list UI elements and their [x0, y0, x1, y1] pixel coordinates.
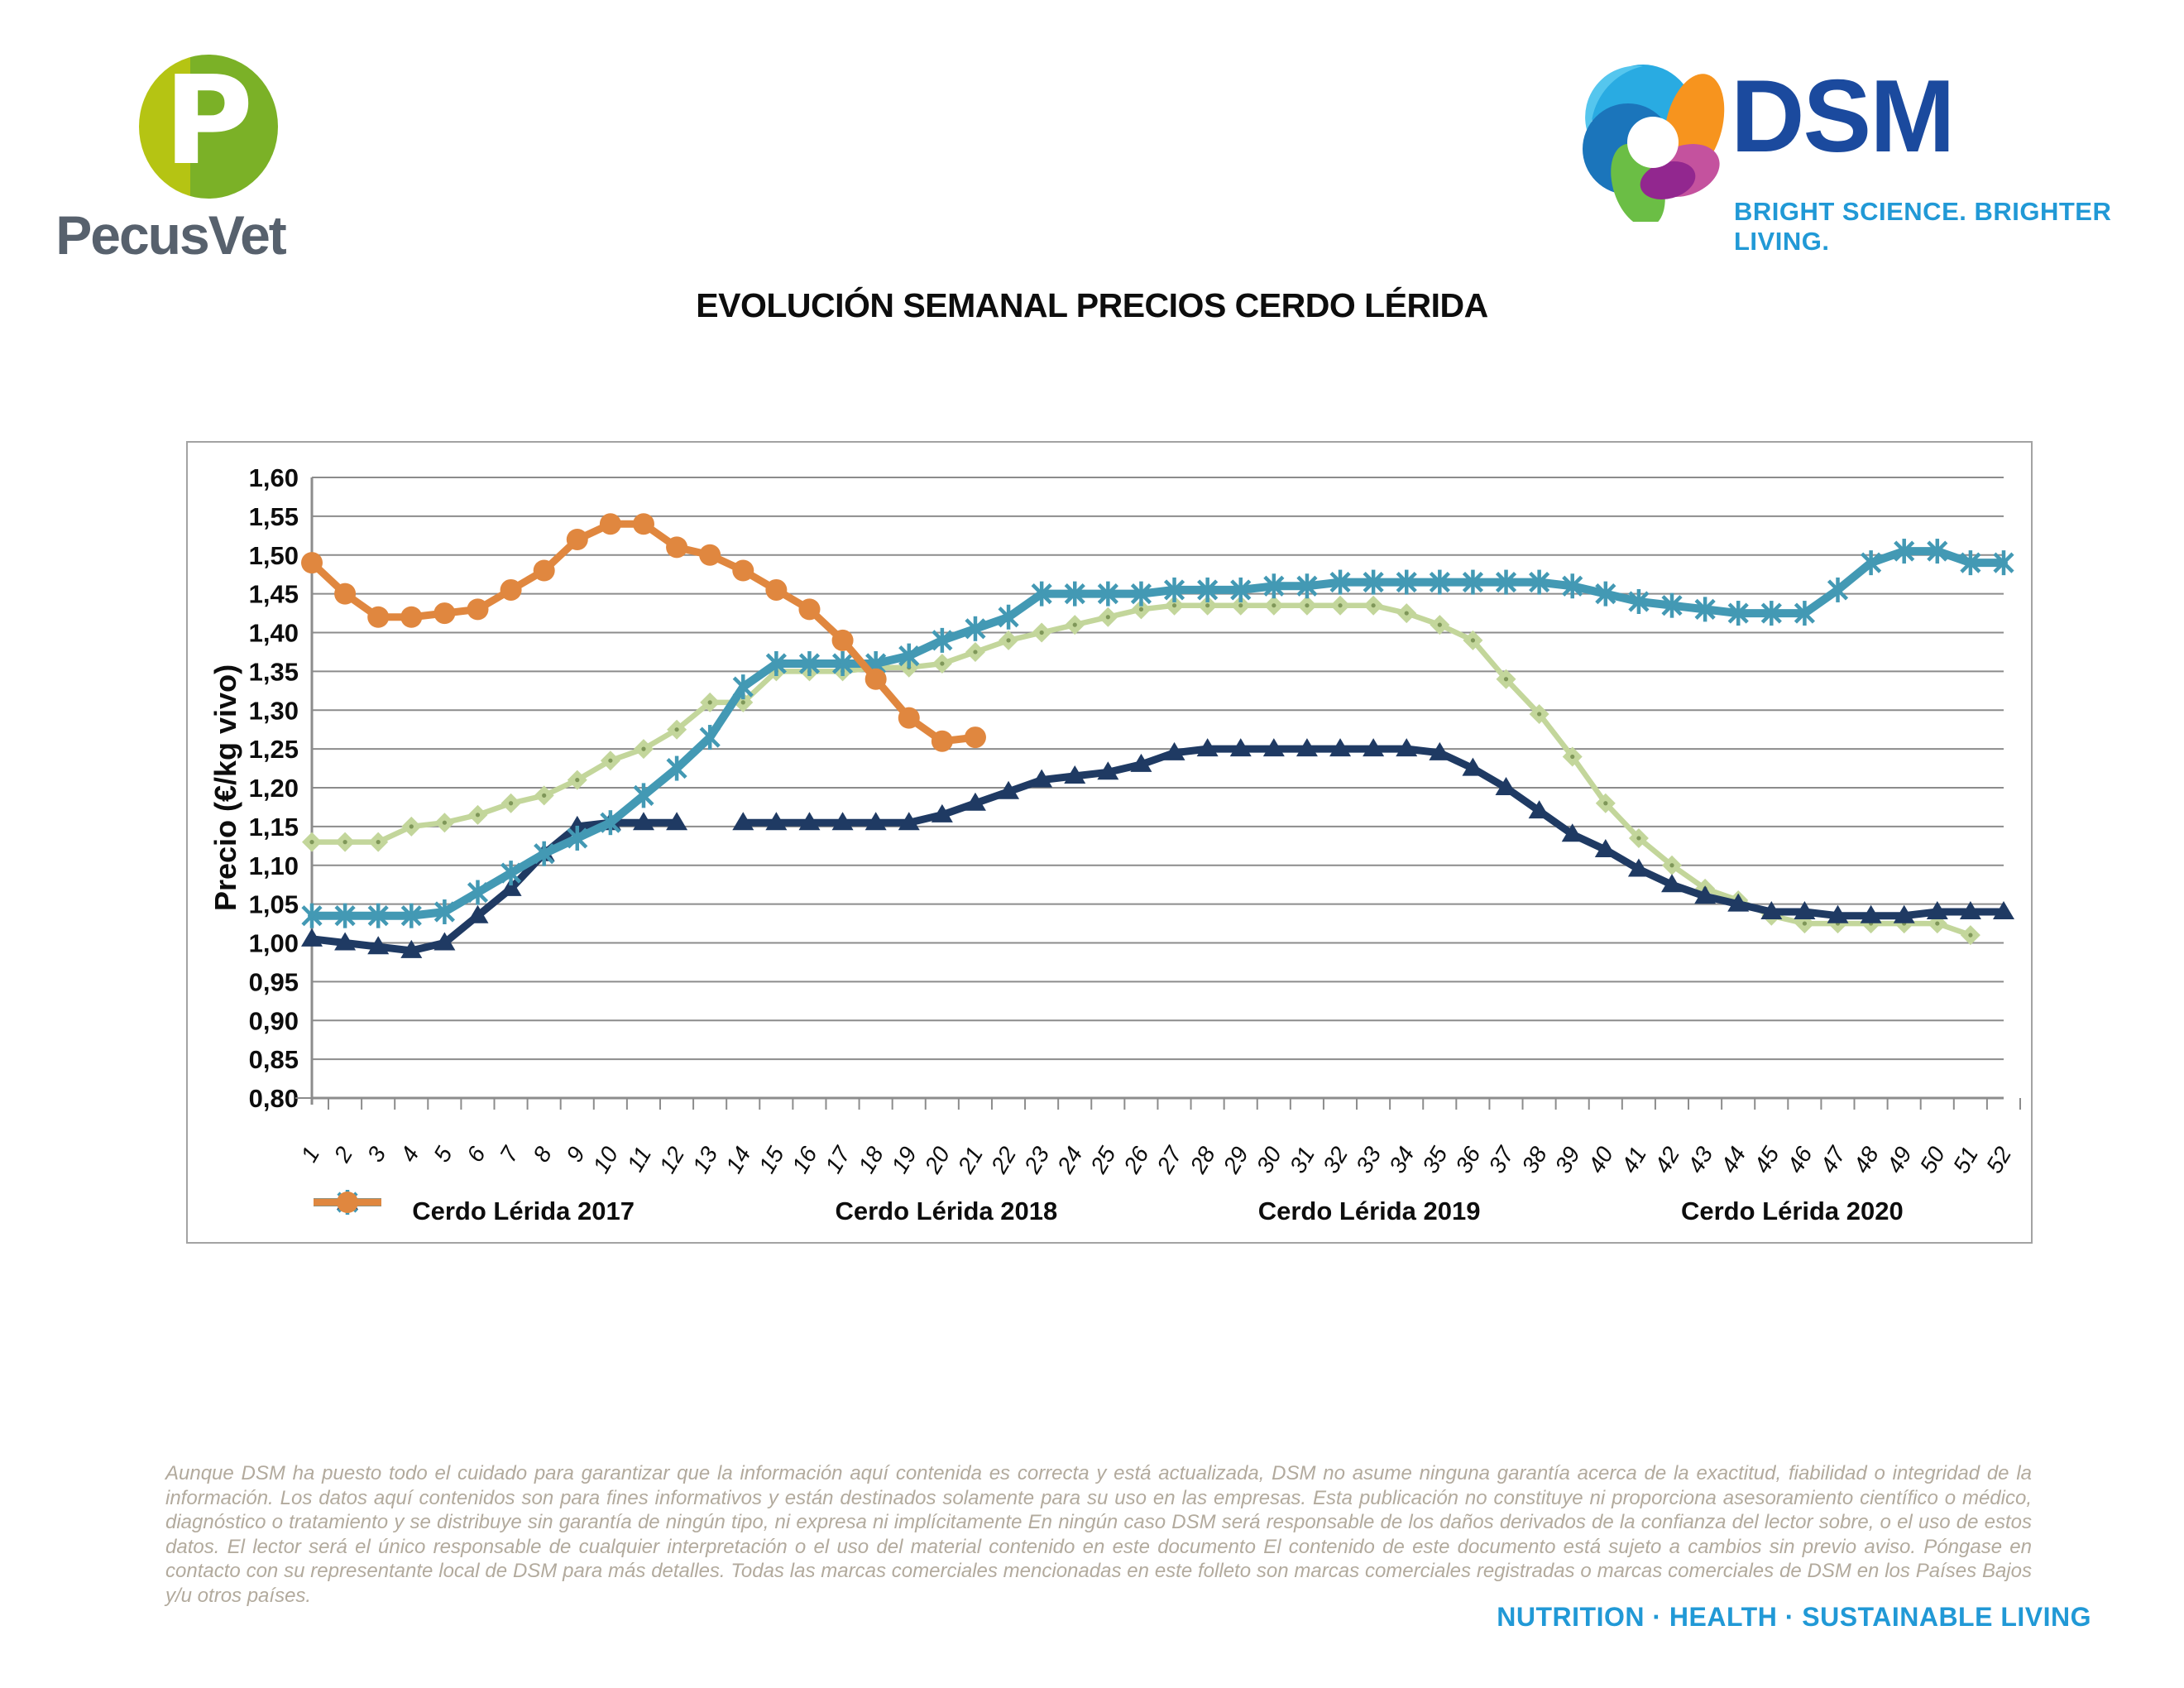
series-marker-2017 [674, 727, 678, 731]
y-tick-label: 1,15 [248, 812, 299, 842]
x-tick-label: 30 [1251, 1142, 1287, 1177]
x-tick-label: 17 [820, 1142, 855, 1177]
x-tick-label: 41 [1616, 1142, 1652, 1177]
series-marker-2020 [699, 544, 721, 566]
x-tick-label: 31 [1284, 1142, 1320, 1177]
series-marker-2017 [1006, 638, 1010, 642]
series-marker-2017 [1669, 863, 1674, 867]
series-marker-2017 [1205, 603, 1209, 607]
x-tick-label: 12 [654, 1142, 690, 1177]
y-axis-title: Precio (€/kg vivo) [208, 664, 242, 912]
x-tick-label: 43 [1682, 1142, 1718, 1177]
series-marker-2020 [932, 731, 953, 752]
y-tick-label: 1,00 [248, 928, 299, 958]
series-marker-2017 [1537, 712, 1541, 716]
series-marker-2020 [534, 560, 555, 582]
series-marker-2020 [567, 529, 588, 550]
series-marker-2017 [1139, 607, 1143, 611]
x-tick-label: 2 [328, 1142, 358, 1167]
series-marker-2017 [476, 813, 480, 817]
pecusvet-logo-text: PecusVet [55, 204, 285, 266]
x-tick-label: 4 [395, 1142, 424, 1167]
x-tick-label: 13 [687, 1142, 723, 1177]
x-tick-label: 34 [1384, 1142, 1420, 1177]
x-tick-label: 32 [1317, 1142, 1353, 1177]
dsm-footer-tagline: NUTRITION · HEALTH · SUSTAINABLE LIVING [1497, 1602, 2091, 1632]
series-marker-2017 [309, 840, 314, 844]
series-marker-2020 [965, 727, 986, 748]
series-marker-2017 [1238, 603, 1243, 607]
series-marker-2020 [765, 579, 787, 601]
series-marker-2017 [1438, 623, 1442, 627]
legend-item-2019 [1258, 1196, 1481, 1226]
x-tick-label: 7 [495, 1142, 524, 1167]
y-tick-label: 1,35 [248, 657, 299, 687]
series-marker-2020 [633, 513, 654, 535]
series-marker-2017 [973, 650, 977, 654]
y-tick-label: 1,10 [248, 851, 299, 880]
series-marker-2017 [1570, 755, 1574, 759]
x-tick-label: 47 [1815, 1142, 1851, 1177]
series-marker-2017 [1372, 603, 1376, 607]
legend-item-2020 [1681, 1196, 1904, 1226]
x-tick-label: 11 [621, 1142, 657, 1177]
series-marker-2017 [1471, 638, 1475, 642]
legend-item-2017 [412, 1196, 635, 1226]
series-marker-2020 [334, 583, 356, 605]
series-marker-2017 [608, 759, 612, 763]
x-tick-label: 46 [1782, 1142, 1818, 1177]
y-tick-label: 0,80 [248, 1084, 299, 1113]
x-tick-label: 3 [362, 1142, 391, 1167]
series-marker-2020 [732, 560, 754, 582]
y-tick-label: 1,45 [248, 579, 299, 609]
series-marker-2017 [443, 821, 447, 825]
x-tick-label: 45 [1749, 1142, 1784, 1177]
series-marker-2017 [1040, 631, 1044, 635]
y-tick-label: 1,30 [248, 696, 299, 726]
pecusvet-logo-letter: P [163, 55, 254, 193]
series-marker-2017 [741, 700, 745, 704]
series-marker-2017 [376, 840, 381, 844]
legend-label: Cerdo Lérida 2017 [412, 1196, 635, 1225]
legend-marker-icon [337, 1192, 358, 1213]
series-marker-2017 [575, 778, 579, 782]
series-marker-2017 [1603, 801, 1607, 805]
series-marker-2017 [1504, 677, 1508, 681]
series-marker-2020 [301, 552, 323, 573]
x-tick-label: 27 [1152, 1142, 1187, 1177]
dsm-logo-icon [1570, 56, 1736, 222]
series-marker-2020 [500, 579, 522, 601]
series-marker-2017 [1803, 921, 1807, 925]
x-tick-label: 35 [1417, 1142, 1453, 1177]
x-tick-label: 1 [295, 1142, 325, 1167]
x-tick-label: 8 [528, 1142, 557, 1167]
series-marker-2017 [1968, 933, 1972, 938]
x-tick-label: 23 [1018, 1142, 1055, 1177]
series-marker-2017 [509, 801, 513, 805]
x-tick-label: 16 [787, 1142, 822, 1177]
series-marker-2017 [641, 747, 645, 751]
x-tick-label: 26 [1118, 1142, 1154, 1177]
x-tick-label: 10 [587, 1142, 624, 1177]
series-marker-2020 [832, 630, 854, 651]
series-marker-2017 [1073, 623, 1077, 627]
series-marker-2020 [865, 669, 887, 690]
legend-label: Cerdo Lérida 2018 [835, 1196, 1058, 1225]
y-tick-label: 0,85 [248, 1045, 299, 1075]
series-marker-2017 [940, 661, 944, 665]
chart-title: EVOLUCIÓN SEMANAL PRECIOS CERDO LÉRIDA [696, 286, 1488, 324]
x-tick-label: 42 [1649, 1142, 1685, 1177]
series-marker-2017 [1405, 611, 1409, 615]
series-marker-2017 [1172, 603, 1176, 607]
series-marker-2017 [1636, 836, 1640, 840]
chart-area [186, 441, 2033, 1244]
y-tick-label: 1,20 [248, 774, 299, 803]
x-tick-label: 38 [1516, 1142, 1552, 1177]
series-marker-2020 [798, 598, 820, 620]
x-tick-label: 36 [1450, 1142, 1486, 1177]
series-marker-2020 [898, 707, 920, 729]
y-tick-label: 0,90 [248, 1006, 299, 1036]
x-tick-label: 14 [721, 1142, 756, 1177]
x-tick-label: 29 [1218, 1142, 1253, 1177]
series-marker-2020 [400, 607, 422, 628]
series-marker-2017 [1338, 603, 1342, 607]
series-marker-2017 [1272, 603, 1276, 607]
x-tick-label: 52 [1980, 1142, 2017, 1177]
dsm-logo-tagline: BRIGHT SCIENCE. BRIGHTER LIVING. [1734, 197, 2112, 256]
x-tick-label: 6 [462, 1142, 491, 1167]
series-marker-2020 [433, 602, 455, 624]
x-tick-label: 24 [1052, 1142, 1088, 1177]
legend-label: Cerdo Lérida 2020 [1680, 1196, 1904, 1225]
legend-label: Cerdo Lérida 2019 [1257, 1196, 1481, 1225]
y-tick-label: 1,05 [248, 890, 299, 919]
x-tick-label: 51 [1947, 1142, 1984, 1177]
x-tick-label: 20 [919, 1142, 956, 1177]
x-tick-label: 25 [1085, 1142, 1121, 1177]
y-tick-label: 1,50 [248, 540, 299, 570]
x-tick-label: 50 [1914, 1142, 1950, 1177]
x-tick-label: 33 [1350, 1142, 1387, 1177]
chart-legend [312, 1186, 2004, 1237]
disclaimer-text: Aunque DSM ha puesto todo el cuidado para garantizar que la información aquí contenida es correcta y está actualizada, DSM no asume ninguna garantía acerca de la exactitud, fiabilidad o integridad de la información. Los datos aquí contenidos son para fines informativos y están destinados solamente para su uso en las empresas. Esta publicación no constituye ni proporciona asesoramiento científico o médico, diagnóstico o tratamiento y se distribuye sin garantía de ningún tipo, ni expresa ni implícitamente En ningún caso DSM será responsable de los daños derivados de la confianza del lector sobre, o el uso de estos datos. El lector será el único responsable de cualquier interpretación o el uso del material contenido en este documento El contenido de este documento está sujeto a cambios sin previo aviso. Póngase en contacto con su representante local de DSM para más detalles. Todas las marcas comerciales mencionadas en este folleto son marcas comerciales registradas o marcas comerciales de DSM en los Países Bajos y/u otros países. [165, 1462, 2032, 1607]
x-tick-label: 28 [1185, 1142, 1220, 1177]
y-tick-label: 1,40 [248, 618, 299, 648]
line-chart-plot [188, 443, 2031, 1242]
legend-item-2018 [835, 1196, 1057, 1226]
x-tick-label: 21 [952, 1142, 989, 1177]
x-tick-label: 49 [1881, 1142, 1917, 1177]
x-tick-label: 44 [1715, 1142, 1751, 1177]
x-tick-label: 9 [561, 1142, 590, 1167]
series-marker-2017 [708, 700, 712, 704]
legend-swatch-icon [312, 1186, 383, 1219]
x-tick-label: 22 [985, 1142, 1022, 1177]
series-marker-2020 [600, 513, 621, 535]
y-tick-label: 1,55 [248, 501, 299, 531]
x-tick-label: 40 [1583, 1142, 1619, 1177]
x-tick-label: 37 [1483, 1142, 1519, 1177]
x-tick-label: 48 [1848, 1142, 1884, 1177]
series-marker-2017 [542, 794, 546, 798]
y-tick-label: 1,25 [248, 735, 299, 765]
series-marker-2017 [410, 824, 414, 828]
x-tick-label: 19 [886, 1142, 922, 1177]
series-marker-2017 [1305, 603, 1309, 607]
dsm-logo-text: DSM [1731, 60, 1954, 174]
x-tick-label: 39 [1549, 1142, 1585, 1177]
series-marker-2017 [342, 840, 347, 844]
y-tick-label: 1,60 [248, 463, 299, 492]
series-line-2018 [312, 749, 2004, 951]
series-marker-2017 [1935, 921, 1939, 925]
series-marker-2020 [367, 607, 389, 628]
x-tick-label: 18 [853, 1142, 888, 1177]
series-marker-2017 [1106, 615, 1110, 619]
pecusvet-logo-icon [139, 55, 278, 199]
series-marker-2020 [666, 536, 687, 558]
series-marker-2020 [467, 598, 488, 620]
x-tick-label: 15 [754, 1142, 789, 1177]
y-tick-label: 0,95 [248, 967, 299, 997]
x-tick-label: 5 [428, 1142, 457, 1167]
